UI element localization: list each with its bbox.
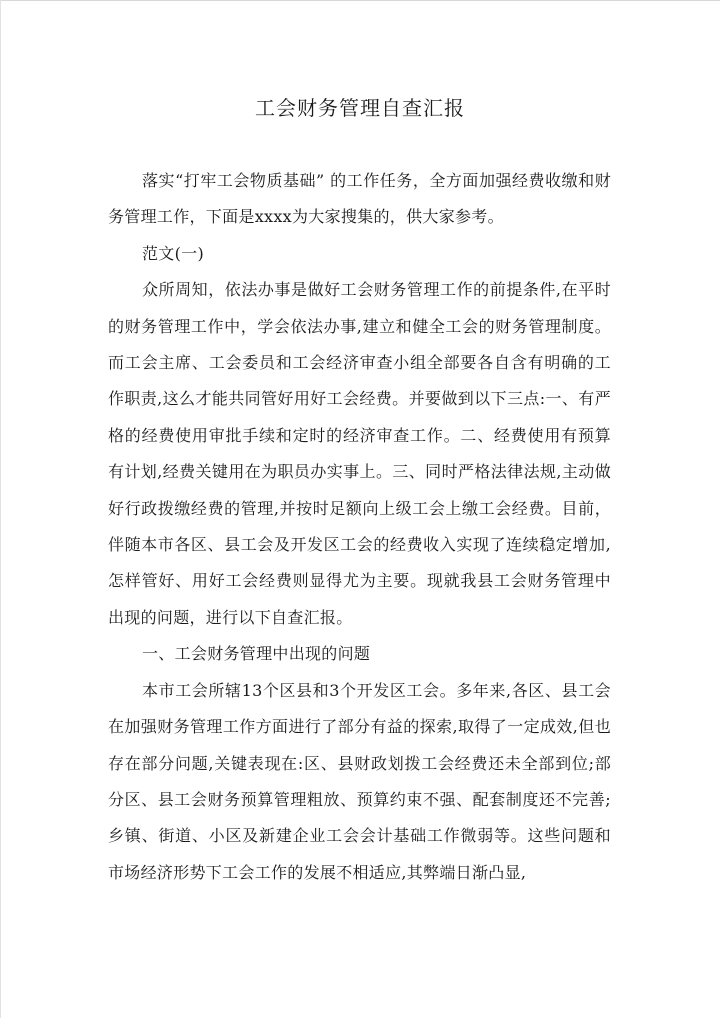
document-body	[108, 163, 611, 891]
page-left-border	[0, 0, 1, 1018]
sample-heading: 范文(一)	[142, 243, 204, 263]
section-heading: 一、工会财务管理中出现的问题	[142, 644, 371, 664]
body-paragraph: 众所周知，依法办事是做好工会财务管理工作的前提条件,在平时的财务管理工作中，学会依法办事,建立和健全工会的财务管理制度。而工会主席、工会委员和工会经济审查小组全部要各自含有明确的工作职责,这么才能共同管好用好工会经费。并要做到以下三点:一、有严格的经费使用审批手续和定时的经济审查工作。二、经费使用有预算有计划,经费关键用在为职员办实事上。三、同时严格法律法规,主动做好行政拨缴经费的管理,并按时足额向上级工会上缴工会经费。目前，伴随本市各区、县工会及开发区工会的经费收入实现了连续稳定增加,怎样管好、用好工会经费则显得尤为主要。现就我县工会财务管理中出现的问题，进行以下自查汇报。	[108, 280, 611, 627]
page-top-border	[0, 0, 720, 1]
body-paragraph: 本市工会所辖13个区县和3个开发区工会。多年来,各区、县工会在加强财务管理工作方面进行了部分有益的探索,取得了一定成效,但也存在部分问题,关键表现在:区、县财政划拨工会经费还未全部到位;部分区、县工会财务预算管理粗放、预算约束不强、配套制度还不完善;乡镇、街道、小区及新建企业工会会计基础工作微弱等。这些问题和市场经济形势下工会工作的发展不相适应,其弊端日渐凸显,	[108, 680, 611, 882]
intro-paragraph: 落实“打牢工会物质基础” 的工作任务，全方面加强经费收缴和财务管理工作，下面是xxxx为大家搜集的，供大家参考。	[108, 171, 611, 227]
document-title: 工会财务管理自查汇报	[255, 96, 465, 120]
